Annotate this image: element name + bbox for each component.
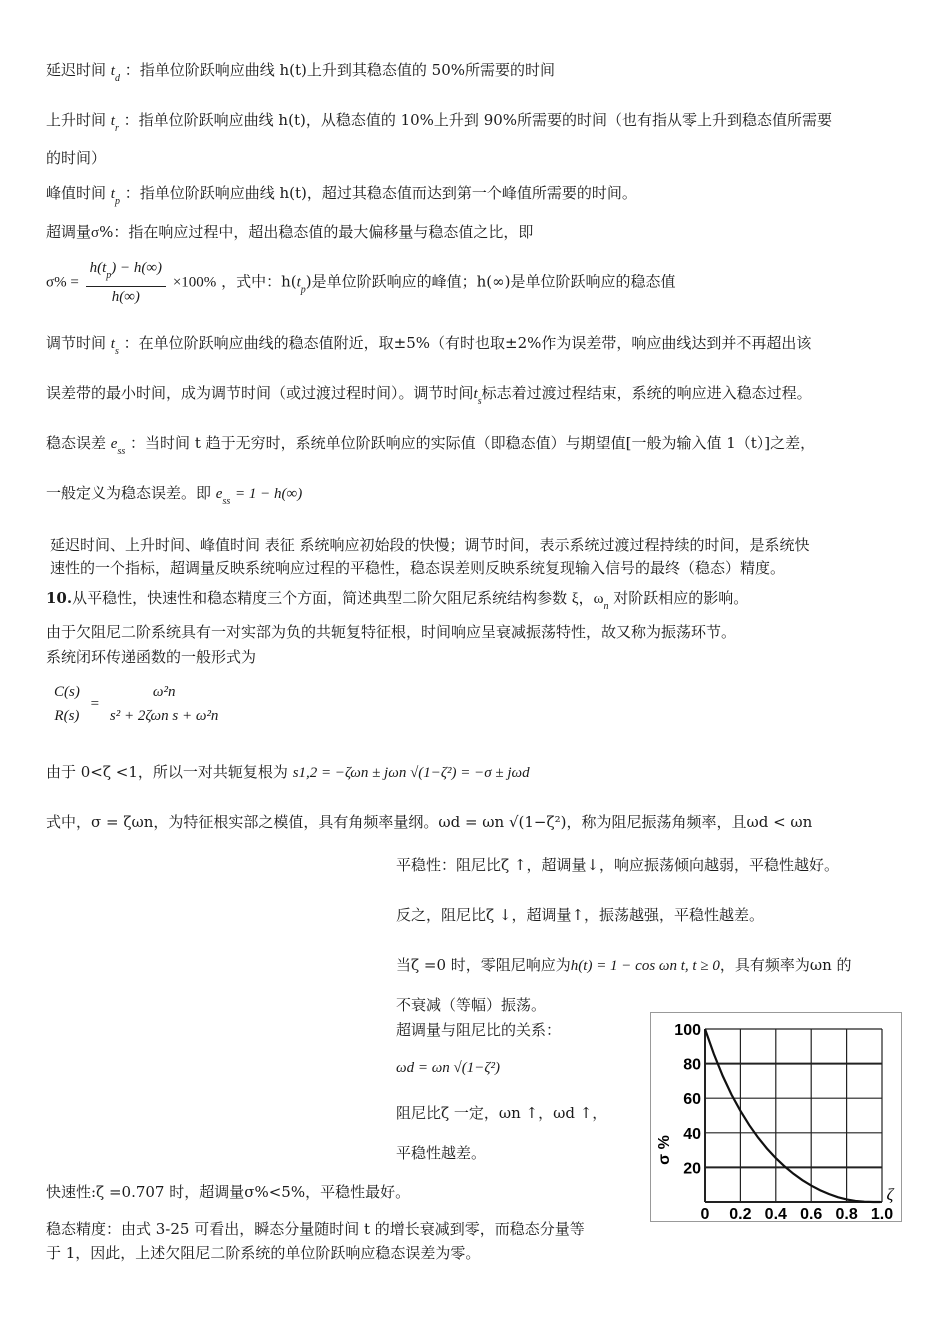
zero-damp-formula: h(t) = 1 − cos ωn t, t ≥ 0: [570, 958, 720, 974]
formula-den: h(∞): [111, 289, 140, 305]
steady-error-line: [46, 433, 815, 462]
zero-damp-a: 当ζ =0 时，零阻尼响应为: [396, 956, 571, 974]
peak-term: 峰值时间: [46, 184, 107, 202]
zero-damp-line: [396, 955, 852, 976]
delay-sub: d: [114, 73, 120, 84]
steady-sub: ss: [117, 446, 126, 457]
settling-sym: t: [110, 336, 115, 352]
x-tick-0.4: 0.4: [764, 1206, 787, 1222]
overshoot-tail: %：指在响应过程中，超出稳态值的最大偏移量与稳态值之比，即: [99, 223, 534, 241]
damp-fixed-cont: 平稳性越差。: [396, 1144, 487, 1162]
y-tick-40: 40: [683, 1125, 701, 1143]
accuracy-line2: 于 1，因此，上述欠阻尼二阶系统的单位阶跃响应稳态误差为零。: [46, 1244, 481, 1262]
settling-sub: s: [114, 346, 119, 357]
formula-fraction: [86, 258, 166, 307]
relation-line: 超调量与阻尼比的关系：: [396, 1021, 562, 1039]
overshoot-formula: [46, 258, 676, 307]
rise-desc: ：指单位阶跃响应曲线 h(t)，从稳态值的 10%上升到 90%所需要的时间（也有指从零上升到稳态值所需要: [123, 111, 833, 129]
stability-line1: 平稳性：阻尼比ζ ↑，超调量↓，响应振荡倾向越弱，平稳性越好。: [396, 856, 840, 874]
x-tick-0: 0: [700, 1206, 710, 1222]
damp-fixed-line: 阻尼比ζ 一定，ωn ↑，ωd ↑，: [396, 1104, 608, 1122]
tf-lhs: [50, 680, 84, 728]
tf-num: ω²n: [152, 684, 176, 700]
peak-desc: ：指单位阶跃响应曲线 h(t)，超过其稳态值而达到第一个峰值所需要的时间。: [124, 184, 637, 202]
tf-rhs: [106, 680, 223, 728]
y-tick-20: 20: [683, 1160, 701, 1178]
formula-note1: ，式中：h(: [221, 272, 297, 291]
wd-formula-text: ωd = ωn √(1−ζ²): [396, 1060, 500, 1076]
q10-heading: [46, 588, 748, 617]
steady-formula-sym: e: [215, 486, 223, 502]
formula-note2: )是单位阶跃响应的峰值；h(∞)是单位阶跃响应的稳态值: [305, 272, 676, 291]
y-tick-80: 80: [683, 1056, 701, 1074]
settling-term: 调节时间: [46, 334, 107, 352]
steady-term: 稳态误差: [46, 434, 107, 452]
zero-damp-b: ，具有频率为ωn 的: [719, 956, 852, 974]
rise-sub: r: [114, 123, 119, 134]
overshoot-term: 超调量: [46, 223, 92, 241]
q10-number: 10.: [46, 589, 73, 607]
rise-time-line: [46, 110, 832, 139]
settling-cont: [46, 383, 812, 412]
x-tick-0.2: 0.2: [729, 1206, 752, 1222]
stability-line2: 反之，阻尼比ζ ↓，超调量↑，振荡越强，平稳性越差。: [396, 906, 765, 924]
q10-question-tail: 对阶跃相应的影响。: [613, 589, 749, 607]
delay-time-line: [46, 60, 555, 89]
peak-sym: t: [110, 186, 115, 202]
rise-sym: t: [110, 113, 115, 129]
q10-params-sub: n: [603, 601, 609, 612]
delay-term: 延迟时间: [46, 61, 107, 79]
peak-sub: p: [114, 196, 120, 207]
x-tick-0.6: 0.6: [800, 1206, 823, 1222]
q10-params: ξ，ω: [571, 591, 604, 607]
y-tick-60: 60: [683, 1091, 701, 1109]
chart-y-label: σ %: [656, 1135, 673, 1165]
overshoot-sym: σ: [91, 225, 100, 241]
q10-intro2: 系统闭环传递函数的一般形式为: [46, 648, 257, 666]
settling-cont-a: 误差带的最小时间，成为调节时间（或过渡过程时间）。调节时间: [46, 384, 474, 402]
zero-damp-cont: 不衰减（等幅）振荡。: [396, 996, 547, 1014]
q10-intro1: 由于欠阻尼二阶系统具有一对实部为负的共轭复特征根，时间响应呈衰减振荡特性，故又称为振荡环节。: [46, 623, 737, 641]
steady-error-cont: [46, 483, 302, 512]
overshoot-vs-damping-chart: [650, 1012, 902, 1222]
x-tick-1.0: 1.0: [870, 1206, 894, 1222]
rise-time-cont: 的时间）: [46, 149, 107, 167]
steady-cont: 一般定义为稳态误差。即: [46, 484, 212, 502]
x-tick-0.8: 0.8: [835, 1206, 858, 1222]
accuracy-line1: 稳态精度：由式 3-25 可看出，瞬态分量随时间 t 的增长衰减到零，而稳态分量等: [46, 1220, 585, 1238]
settling-line: [46, 333, 811, 362]
roots-formula: s1,2 = −ζωn ± jωn √(1−ζ²) = −σ ± jωd: [292, 765, 530, 781]
q10-question: 从平稳性，快速性和稳态精度三个方面，简述典型二阶欠阻尼系统结构参数: [72, 589, 568, 607]
formula-note-sub: p: [300, 284, 306, 296]
where-line: 式中，σ = ζωn，为特征根实部之模值，具有角频率量纲。ωd = ωn √(1−ζ²)，称为阻尼振荡角频率，且ωd < ωn: [46, 813, 813, 831]
formula-lhs: σ% =: [46, 274, 79, 291]
formula-num: h(t: [89, 260, 107, 276]
formula-num-tail: ) − h(∞): [111, 260, 163, 276]
delay-sym: t: [110, 63, 115, 79]
formula-note-t: t: [296, 274, 301, 291]
tf-lhs-den: R(s): [54, 708, 80, 724]
formula-num-sub: p: [106, 270, 112, 281]
overshoot-line: [46, 222, 533, 243]
summary-line2: 速性的一个指标，超调量反映系统响应过程的平稳性，稳态误差则反映系统复现输入信号的最终（稳态）精度。: [50, 559, 786, 577]
tf-lhs-num: C(s): [54, 684, 80, 700]
settling-desc: ：在单位阶跃响应曲线的稳态值附近，取±5%（有时也取±2%作为误差带，响应曲线达到并不再超出该: [123, 334, 812, 352]
settling-cont-sub: s: [477, 396, 482, 407]
steady-sym: e: [110, 436, 118, 452]
roots-line: [46, 762, 530, 783]
steady-desc: ：当时间 t 趋于无穷时，系统单位阶跃响应的实际值（即稳态值）与期望值[一般为输入值 1（t）]之差，: [130, 434, 816, 452]
roots-text: 由于 0<ζ <1，所以一对共轭复根为: [46, 763, 288, 781]
tf-den: s² + 2ζωn s + ω²n: [109, 708, 219, 724]
rise-term: 上升时间: [46, 111, 107, 129]
settling-cont-b: 标志着过渡过程结束，系统的响应进入稳态过程。: [481, 384, 812, 402]
y-tick-100: 100: [674, 1022, 701, 1039]
delay-desc: ：指单位阶跃响应曲线 h(t)上升到其稳态值的 50%所需要的时间: [124, 61, 556, 79]
formula-rhs: ×100%: [172, 274, 217, 291]
wd-formula: [396, 1057, 500, 1078]
peak-time-line: [46, 183, 637, 212]
transfer-function: C(s) R(s) = ω²n s² + 2ζωn s + ω²n: [48, 680, 224, 728]
chart-x-label: ζ: [886, 1185, 894, 1204]
speed-line: 快速性:ζ =0.707 时，超调量σ%<5%，平稳性最好。: [46, 1183, 411, 1201]
steady-formula-sub: ss: [222, 496, 231, 507]
settling-cont-sym: t: [473, 386, 478, 402]
summary-line1: 延迟时间、上升时间、峰值时间 表征 系统响应初始段的快慢；调节时间，表示系统过渡过程持续的时间，是系统快: [50, 536, 810, 554]
steady-formula-rhs: = 1 − h(∞): [235, 486, 303, 502]
